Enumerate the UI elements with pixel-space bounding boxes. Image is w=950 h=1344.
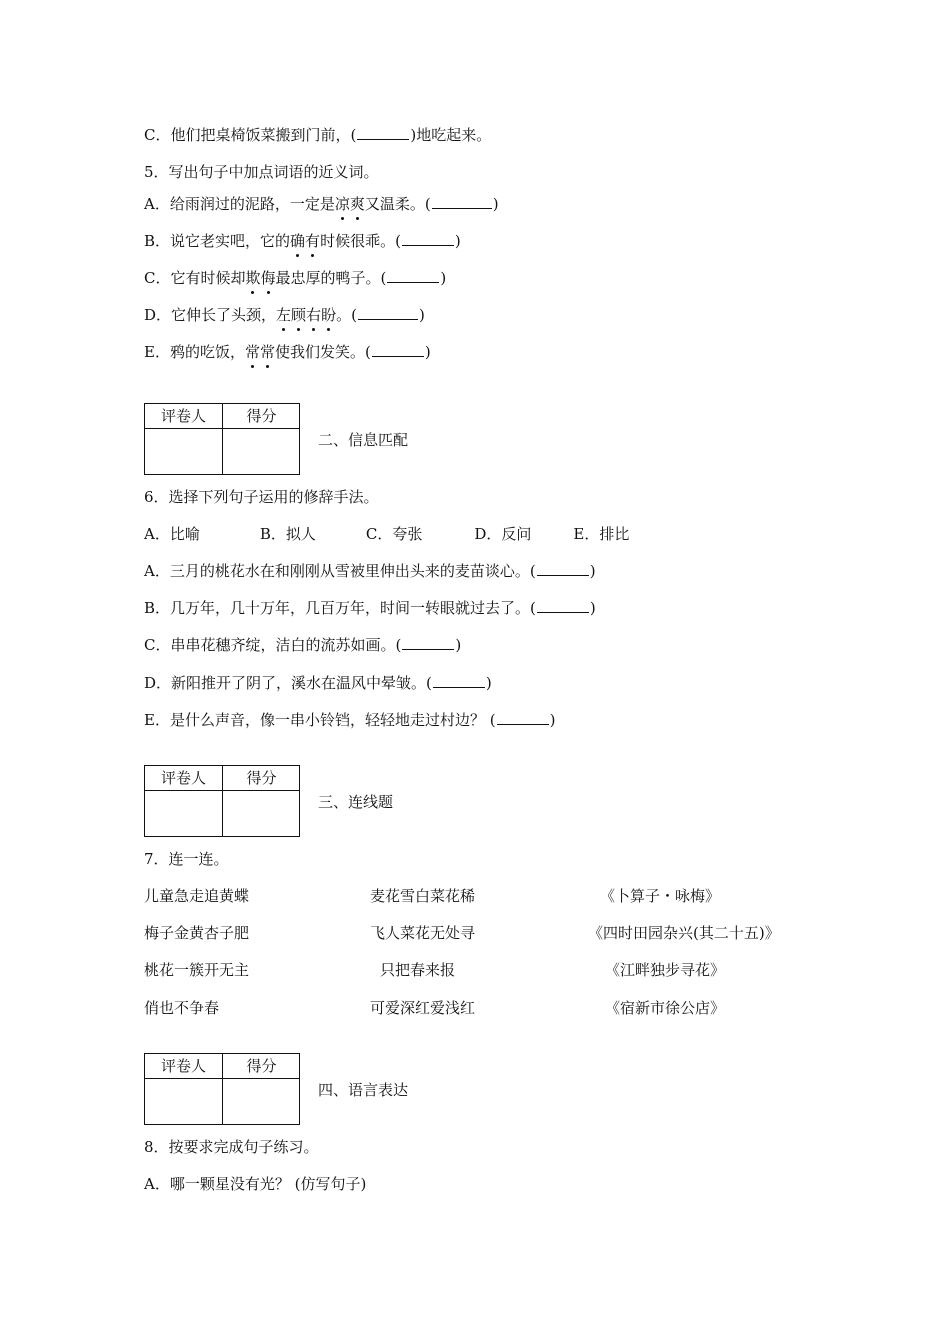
match-right-item[interactable]: 《宿新市徐公店》: [605, 999, 726, 1017]
q6-option-d: D．新阳推开了阴了，溪水在温风中晕皱。( ): [144, 674, 492, 692]
q8-option-a: A．哪一颗星没有光？ (仿写句子): [144, 1175, 367, 1193]
q6-options: A．比喻 B．拟人 C．夸张 D．反问 E．排比: [144, 525, 630, 543]
answer-blank[interactable]: [433, 673, 485, 688]
reviewer-label: 评卷人: [160, 407, 206, 425]
match-left-item[interactable]: 桃花一簇开无主: [144, 961, 250, 979]
match-left-item[interactable]: 儿童急走追黄蝶: [144, 887, 250, 905]
reviewer-label: 评卷人: [160, 769, 206, 787]
q6-title: 6．选择下列句子运用的修辞手法。: [144, 488, 379, 506]
section-heading: 四、语言表达: [318, 1081, 409, 1099]
answer-blank[interactable]: [402, 231, 454, 246]
q8-title: 8．按要求完成句子练习。: [144, 1138, 319, 1156]
match-middle-item[interactable]: 飞人菜花无处寻: [370, 924, 476, 942]
q6-option-e: E．是什么声音，像一串小铃铛，轻轻地走过村边？ ( ): [144, 711, 556, 729]
score-label: 得分: [246, 1057, 277, 1075]
grader-table: [144, 403, 300, 475]
dotted-char: 凉: [334, 195, 350, 213]
q4-option-c: C．他们把桌椅饭菜搬到门前，( )地吃起来。: [144, 126, 492, 144]
q6-option-b: B．几万年，几十万年，几百万年，时间一转眼就过去了。( ): [144, 599, 596, 617]
reviewer-label: 评卷人: [160, 1057, 206, 1075]
dotted-char: 欺: [245, 269, 261, 287]
answer-blank[interactable]: [537, 561, 589, 576]
match-left-item[interactable]: 俏也不争春: [144, 999, 220, 1017]
match-right-item[interactable]: 《江畔独步寻花》: [605, 961, 726, 979]
match-right-item[interactable]: 《四时田园杂兴(其二十五)》: [588, 924, 780, 942]
answer-blank[interactable]: [357, 125, 409, 140]
answer-blank[interactable]: [497, 710, 549, 725]
q5-title: 5．写出句子中加点词语的近义词。: [144, 163, 379, 181]
answer-blank[interactable]: [372, 342, 424, 357]
match-right-item[interactable]: 《卜算子・咏梅》: [600, 887, 721, 905]
grader-table: [144, 1053, 300, 1125]
match-middle-item[interactable]: 只把春来报: [380, 961, 456, 979]
dotted-char: 顾: [291, 306, 307, 324]
section-heading: 二、信息匹配: [318, 431, 409, 449]
q5-option-c: C．它有时候却欺侮最忠厚的鸭子。( ): [144, 269, 447, 287]
answer-blank[interactable]: [432, 194, 492, 209]
dotted-char: 常: [244, 343, 260, 361]
q7-title: 7．连一连。: [144, 850, 229, 868]
q5-option-a: A．给雨润过的泥路，一定是凉爽又温柔。( ): [144, 195, 499, 213]
dotted-char: 爽: [349, 195, 365, 213]
q6-option-c: C．串串花穗齐绽，洁白的流苏如画。( ): [144, 636, 462, 654]
answer-blank[interactable]: [402, 635, 454, 650]
dotted-char: 常: [259, 343, 275, 361]
score-label: 得分: [246, 407, 277, 425]
grader-table: [144, 765, 300, 837]
dotted-char: 盼: [321, 306, 337, 324]
section-heading: 三、连线题: [318, 793, 394, 811]
match-middle-item[interactable]: 可爱深红爱浅红: [370, 999, 476, 1017]
answer-blank[interactable]: [387, 268, 439, 283]
dotted-char: 右: [306, 306, 322, 324]
answer-blank[interactable]: [537, 598, 589, 613]
q6-option-a: A．三月的桃花水在和刚刚从雪被里伸出头来的麦苗谈心。( ): [144, 562, 596, 580]
dotted-char: 侮: [260, 269, 276, 287]
q5-option-b: B．说它老实吧，它的确有时候很乖。( ): [144, 232, 461, 250]
dotted-char: 确: [290, 232, 306, 250]
match-left-item[interactable]: 梅子金黄杏子肥: [144, 924, 250, 942]
dotted-char: 有: [305, 232, 321, 250]
dotted-char: 左: [276, 306, 292, 324]
match-middle-item[interactable]: 麦花雪白菜花稀: [370, 887, 476, 905]
answer-blank[interactable]: [358, 305, 418, 320]
q5-option-d: D．它伸长了头颈，左顾右盼。( ): [144, 306, 425, 324]
score-label: 得分: [246, 769, 277, 787]
q5-option-e: E．鸦的吃饭，常常使我们发笑。( ): [144, 343, 431, 361]
